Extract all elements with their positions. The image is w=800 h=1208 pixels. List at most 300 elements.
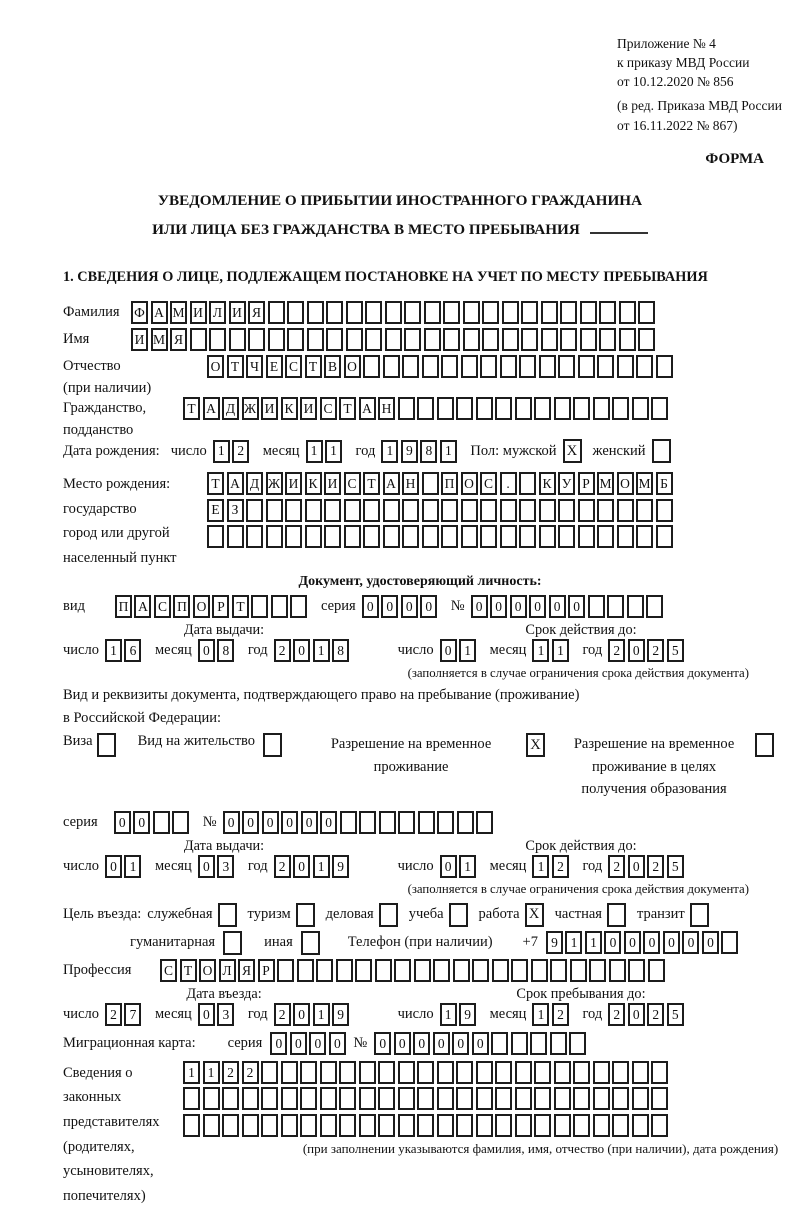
form-cell [519, 472, 536, 495]
form-cell: 0 [301, 811, 318, 834]
form-cell: 0 [549, 595, 566, 618]
form-cell [558, 499, 575, 522]
form-cell [394, 959, 411, 982]
birth-place-label [63, 472, 207, 570]
form-cell: О [207, 355, 224, 378]
residence-validity-note: (заполняется в случае ограничения срока действия документа) [407, 881, 749, 896]
form-cell [287, 301, 304, 324]
surname-row [63, 301, 777, 324]
temp-residence-checkbox: X [526, 733, 545, 757]
title-line-2 [0, 215, 800, 245]
profession-cells [160, 959, 667, 982]
month-word: месяц [154, 1005, 192, 1022]
form-cell: 0 [568, 595, 585, 618]
form-cell: 6 [124, 639, 141, 662]
form-cell [417, 397, 434, 420]
title-underline [590, 221, 648, 234]
form-cell: Е [207, 499, 224, 522]
day-word: число [397, 1005, 434, 1022]
temp-residence-label-line2: проживание [373, 758, 449, 775]
purpose-private-label: частная [554, 906, 602, 923]
form-cell [599, 301, 616, 324]
form-cell [183, 1087, 200, 1110]
migration-card-row [63, 1032, 777, 1055]
phone-label: Телефон (при наличии) [347, 934, 493, 951]
birth-place-cells-row3 [207, 525, 675, 548]
identity-kind-label: вид [63, 598, 85, 615]
form-cell [305, 499, 322, 522]
visa-checkbox [97, 733, 116, 757]
legal-reps-cells-row3 [183, 1114, 800, 1137]
visa-label: Виза [63, 733, 93, 750]
form-cell: 9 [459, 1003, 476, 1026]
form-cell: П [115, 595, 132, 618]
form-cell [651, 1087, 668, 1110]
day-word: число [63, 642, 99, 659]
form-cell: Т [232, 595, 249, 618]
migration-number-cells [374, 1032, 589, 1055]
residence-number-cells [223, 811, 496, 834]
birth-place-label-line3: город или другой [63, 525, 170, 542]
form-cell [385, 328, 402, 351]
residence-permit-checkbox [263, 733, 282, 757]
form-cell [480, 499, 497, 522]
form-cell: А [151, 301, 168, 324]
form-cell: 0 [628, 639, 645, 662]
form-cell: 2 [608, 639, 625, 662]
form-cell [443, 301, 460, 324]
form-cell [402, 525, 419, 548]
form-cell: 0 [198, 639, 215, 662]
form-cell: 1 [203, 1061, 220, 1084]
form-cell: 2 [222, 1061, 239, 1084]
form-cell: М [170, 301, 187, 324]
form-cell [300, 1061, 317, 1084]
citizenship-label-line1: Гражданство, [63, 400, 147, 417]
title-line-1: УВЕДОМЛЕНИЕ О ПРИБЫТИИ ИНОСТРАННОГО ГРАЖДАНИНА [157, 191, 643, 209]
edu-residence-label-line2: проживание в целях [591, 758, 717, 775]
form-cell: 5 [667, 855, 684, 878]
purpose-other-label: иная [264, 934, 293, 951]
identity-validity-note: (заполняется в случае ограничения срока действия документа) [407, 666, 749, 681]
lawref-line: к приказу МВД России [617, 55, 750, 71]
entry-dates-row [63, 1003, 777, 1026]
lawref-line: (в ред. Приказа МВД России [617, 98, 782, 114]
form-cell [271, 595, 288, 618]
form-cell [242, 1114, 259, 1137]
form-cell: 1 [124, 855, 141, 878]
form-cell [456, 1061, 473, 1084]
form-cell [612, 1087, 629, 1110]
form-cell: 0 [114, 811, 131, 834]
purpose-study-label: учеба [408, 906, 444, 923]
form-cell [355, 959, 372, 982]
form-cell: Т [363, 472, 380, 495]
edu-residence-label [561, 733, 747, 800]
form-cell: Р [258, 959, 275, 982]
form-cell: 0 [413, 1032, 430, 1055]
form-cell [656, 499, 673, 522]
form-cell [495, 1087, 512, 1110]
legal-reps-note: (при заполнении указываются фамилия, имя, отчество (при наличии), дата рождения) [302, 1140, 779, 1156]
residence-valid-year-cells [608, 855, 686, 878]
form-cell [457, 811, 474, 834]
form-cell [573, 397, 590, 420]
form-cell: Д [246, 472, 263, 495]
birth-month-cells [306, 440, 345, 463]
identity-series-cells [362, 595, 440, 618]
form-cell [339, 1087, 356, 1110]
form-cell [521, 328, 538, 351]
form-cell [398, 811, 415, 834]
form-cell: 2 [105, 1003, 122, 1026]
migration-number-label: № [353, 1034, 368, 1051]
form-cell: 2 [647, 855, 664, 878]
identity-valid-day-cells [440, 639, 479, 662]
form-cell [183, 1114, 200, 1137]
form-cell: 1 [313, 639, 330, 662]
sex-male-checkbox: X [563, 439, 582, 463]
form-cell: 9 [546, 931, 563, 954]
form-cell [190, 328, 207, 351]
form-cell [492, 959, 509, 982]
purpose-transit-checkbox [690, 903, 709, 927]
form-cell [209, 328, 226, 351]
form-cell [648, 959, 665, 982]
form-cell [344, 525, 361, 548]
birth-year-cells [381, 440, 459, 463]
form-cell [404, 328, 421, 351]
purpose-transit-label: транзит [636, 906, 685, 923]
lawref-line: Приложение № 4 [617, 36, 716, 51]
form-cell: 0 [394, 1032, 411, 1055]
form-cell [437, 1114, 454, 1137]
identity-number-cells [471, 595, 666, 618]
legal-reps-label-line4: (родителях, [63, 1138, 135, 1155]
form-cell [398, 397, 415, 420]
form-cell: Я [248, 301, 265, 324]
form-cell [375, 959, 392, 982]
patronymic-row [63, 355, 777, 397]
form-cell [378, 1087, 395, 1110]
form-cell: 9 [332, 855, 349, 878]
form-cell [578, 355, 595, 378]
patronymic-label-line1: Отчество [63, 358, 121, 375]
form-cell [638, 328, 655, 351]
form-cell: 0 [270, 1032, 287, 1055]
form-cell: 0 [682, 931, 699, 954]
month-word: месяц [262, 442, 300, 459]
stay-month-cells [532, 1003, 571, 1026]
year-word: год [582, 857, 603, 874]
form-cell [456, 397, 473, 420]
arrival-notification-form-page [0, 34, 800, 1204]
form-cell: Ф [131, 301, 148, 324]
form-cell: Т [227, 355, 244, 378]
form-cell [383, 499, 400, 522]
form-cell [617, 355, 634, 378]
form-cell: П [173, 595, 190, 618]
form-cell [573, 1087, 590, 1110]
form-cell: 1 [459, 639, 476, 662]
form-cell: 1 [313, 855, 330, 878]
form-cell [476, 1087, 493, 1110]
form-cell: 8 [420, 440, 437, 463]
form-cell [480, 525, 497, 548]
form-cell: 0 [290, 1032, 307, 1055]
form-cell [305, 525, 322, 548]
form-cell: У [558, 472, 575, 495]
residence-date-headings [63, 838, 777, 855]
form-cell: С [344, 472, 361, 495]
form-cell [320, 1114, 337, 1137]
form-cell: 0 [529, 595, 546, 618]
form-cell [519, 499, 536, 522]
form-cell: 0 [663, 931, 680, 954]
birth-date-row [63, 439, 777, 463]
form-cell [229, 328, 246, 351]
form-cell: Р [212, 595, 229, 618]
form-cell: М [151, 328, 168, 351]
form-cell: Д [222, 397, 239, 420]
form-cell [554, 1087, 571, 1110]
form-cell [627, 595, 644, 618]
form-cell: 2 [608, 1003, 625, 1026]
form-cell: 1 [440, 1003, 457, 1026]
form-cell [320, 1087, 337, 1110]
form-cell [316, 959, 333, 982]
purpose-study-checkbox [449, 903, 468, 927]
document-title [0, 186, 800, 245]
form-cell: 0 [702, 931, 719, 954]
stay-day-cells [440, 1003, 479, 1026]
form-cell [578, 525, 595, 548]
form-cell [612, 1061, 629, 1084]
form-cell [619, 301, 636, 324]
form-cell [222, 1114, 239, 1137]
patronymic-label [63, 355, 207, 397]
entry-purpose-row2 [63, 931, 777, 955]
form-cell [443, 328, 460, 351]
residence-number-label: № [202, 813, 217, 830]
residence-series-cells [114, 811, 192, 834]
form-cell: С [285, 355, 302, 378]
form-cell: 1 [459, 855, 476, 878]
purpose-work-label: работа [478, 906, 520, 923]
form-cell [597, 355, 614, 378]
form-cell [441, 499, 458, 522]
form-cell [383, 355, 400, 378]
form-cell [541, 328, 558, 351]
form-cell: 2 [232, 440, 249, 463]
form-cell: 0 [262, 811, 279, 834]
residence-dates-row [63, 855, 777, 878]
purpose-business-checkbox [379, 903, 398, 927]
birth-place-cells-row1 [207, 472, 675, 495]
form-cell: М [636, 472, 653, 495]
form-cell [246, 499, 263, 522]
day-word: число [63, 857, 99, 874]
form-cell [285, 499, 302, 522]
form-cell [417, 1087, 434, 1110]
law-reference [617, 34, 782, 135]
form-cell: 7 [124, 1003, 141, 1026]
residence-valid-month-cells [532, 855, 571, 878]
form-cell: 1 [585, 931, 602, 954]
residence-options-row [63, 733, 777, 800]
form-cell: 9 [401, 440, 418, 463]
form-cell [297, 959, 314, 982]
form-cell: К [539, 472, 556, 495]
form-cell [580, 328, 597, 351]
form-cell [285, 525, 302, 548]
form-cell [636, 525, 653, 548]
month-word: месяц [489, 1005, 527, 1022]
firstname-label: Имя [63, 331, 90, 348]
form-cell [593, 1061, 610, 1084]
form-cell [437, 811, 454, 834]
form-cell: О [344, 355, 361, 378]
entry-date-headings [63, 986, 777, 1003]
section1-heading: 1. СВЕДЕНИЯ О ЛИЦЕ, ПОДЛЕЖАЩЕМ ПОСТАНОВКЕ НА УЧЕТ ПО МЕСТУ ПРЕБЫВАНИЯ [63, 269, 708, 286]
form-cell [290, 595, 307, 618]
form-cell: 5 [667, 1003, 684, 1026]
form-cell: И [131, 328, 148, 351]
purpose-official-checkbox [218, 903, 237, 927]
form-cell: Л [219, 959, 236, 982]
form-cell: 0 [320, 811, 337, 834]
form-cell [307, 301, 324, 324]
form-cell: 0 [309, 1032, 326, 1055]
form-cell: 1 [105, 639, 122, 662]
residence-doc-line1: Вид и реквизиты документа, подтверждающего право на пребывание (проживание) [63, 687, 580, 704]
form-cell: А [203, 397, 220, 420]
form-cell [560, 301, 577, 324]
form-cell: 0 [133, 811, 150, 834]
form-cell: 0 [281, 811, 298, 834]
form-cell: 8 [332, 639, 349, 662]
form-cell: Т [339, 397, 356, 420]
identity-number-label: № [450, 598, 465, 615]
form-cell [222, 1087, 239, 1110]
form-cell [558, 355, 575, 378]
form-cell: 0 [624, 931, 641, 954]
year-word: год [582, 642, 603, 659]
form-cell: 0 [452, 1032, 469, 1055]
month-word: месяц [489, 857, 527, 874]
identity-kind-cells [115, 595, 310, 618]
form-cell: 0 [293, 1003, 310, 1026]
form-cell [651, 1061, 668, 1084]
sex-female-label: женский [592, 442, 646, 459]
residence-doc-line2: в Российской Федерации: [63, 710, 222, 727]
phone-cells [546, 931, 741, 954]
form-cell [385, 301, 402, 324]
form-cell: 0 [471, 595, 488, 618]
month-word: месяц [154, 857, 192, 874]
form-cell: 0 [242, 811, 259, 834]
residence-series-label: серия [63, 813, 98, 830]
form-cell [573, 1061, 590, 1084]
form-cell [251, 595, 268, 618]
form-cell [402, 355, 419, 378]
form-cell: К [305, 472, 322, 495]
form-cell [203, 1114, 220, 1137]
form-cell [519, 355, 536, 378]
form-cell [636, 499, 653, 522]
form-cell: Т [183, 397, 200, 420]
form-cell [495, 397, 512, 420]
form-cell [515, 1061, 532, 1084]
form-cell [417, 1061, 434, 1084]
residence-permit-label: Вид на жительство [137, 733, 256, 750]
legal-reps-cells [183, 1061, 800, 1157]
legal-reps-cells-row2 [183, 1087, 800, 1110]
form-cell [593, 397, 610, 420]
form-cell [476, 1114, 493, 1137]
form-cell: 0 [440, 639, 457, 662]
form-cell: А [134, 595, 151, 618]
form-cell: 0 [362, 595, 379, 618]
form-cell [588, 595, 605, 618]
form-cell: 0 [440, 855, 457, 878]
form-cell: И [300, 397, 317, 420]
form-cell [515, 397, 532, 420]
form-cell: С [154, 595, 171, 618]
identity-valid-month-cells [532, 639, 571, 662]
entry-purpose-label: Цель въезда: [63, 906, 142, 923]
form-cell: 0 [643, 931, 660, 954]
sex-female-checkbox [652, 439, 671, 463]
form-cell: И [285, 472, 302, 495]
form-cell: И [324, 472, 341, 495]
birth-date-label: Дата рождения: [63, 442, 160, 459]
residence-issue-year-cells [274, 855, 352, 878]
purpose-business-label: деловая [325, 906, 374, 923]
form-cell [363, 355, 380, 378]
form-cell: Т [305, 355, 322, 378]
edu-residence-label-line3: получения образования [581, 781, 727, 798]
form-cell [227, 525, 244, 548]
form-cell [656, 355, 673, 378]
form-cell: С [480, 472, 497, 495]
form-cell [300, 1087, 317, 1110]
residence-valid-heading: Срок действия до: [525, 837, 637, 854]
patronymic-label-line2: (при наличии) [63, 380, 152, 397]
form-cell [266, 499, 283, 522]
legal-reps-label [63, 1061, 183, 1208]
form-cell: П [441, 472, 458, 495]
form-cell: О [617, 472, 634, 495]
form-cell [248, 328, 265, 351]
form-cell [632, 397, 649, 420]
form-cell [203, 1087, 220, 1110]
form-cell: 0 [293, 855, 310, 878]
sex-label: Пол: мужской [470, 442, 557, 459]
form-cell [628, 959, 645, 982]
identity-doc-heading: Документ, удостоверяющий личность: [298, 574, 542, 590]
form-cell [482, 301, 499, 324]
form-cell: 0 [374, 1032, 391, 1055]
form-cell [573, 1114, 590, 1137]
form-cell: 0 [105, 855, 122, 878]
identity-issue-year-cells [274, 639, 352, 662]
form-cell: А [383, 472, 400, 495]
form-cell: 1 [325, 440, 342, 463]
form-cell: 1 [381, 440, 398, 463]
form-cell [534, 1061, 551, 1084]
form-cell: . [500, 472, 517, 495]
